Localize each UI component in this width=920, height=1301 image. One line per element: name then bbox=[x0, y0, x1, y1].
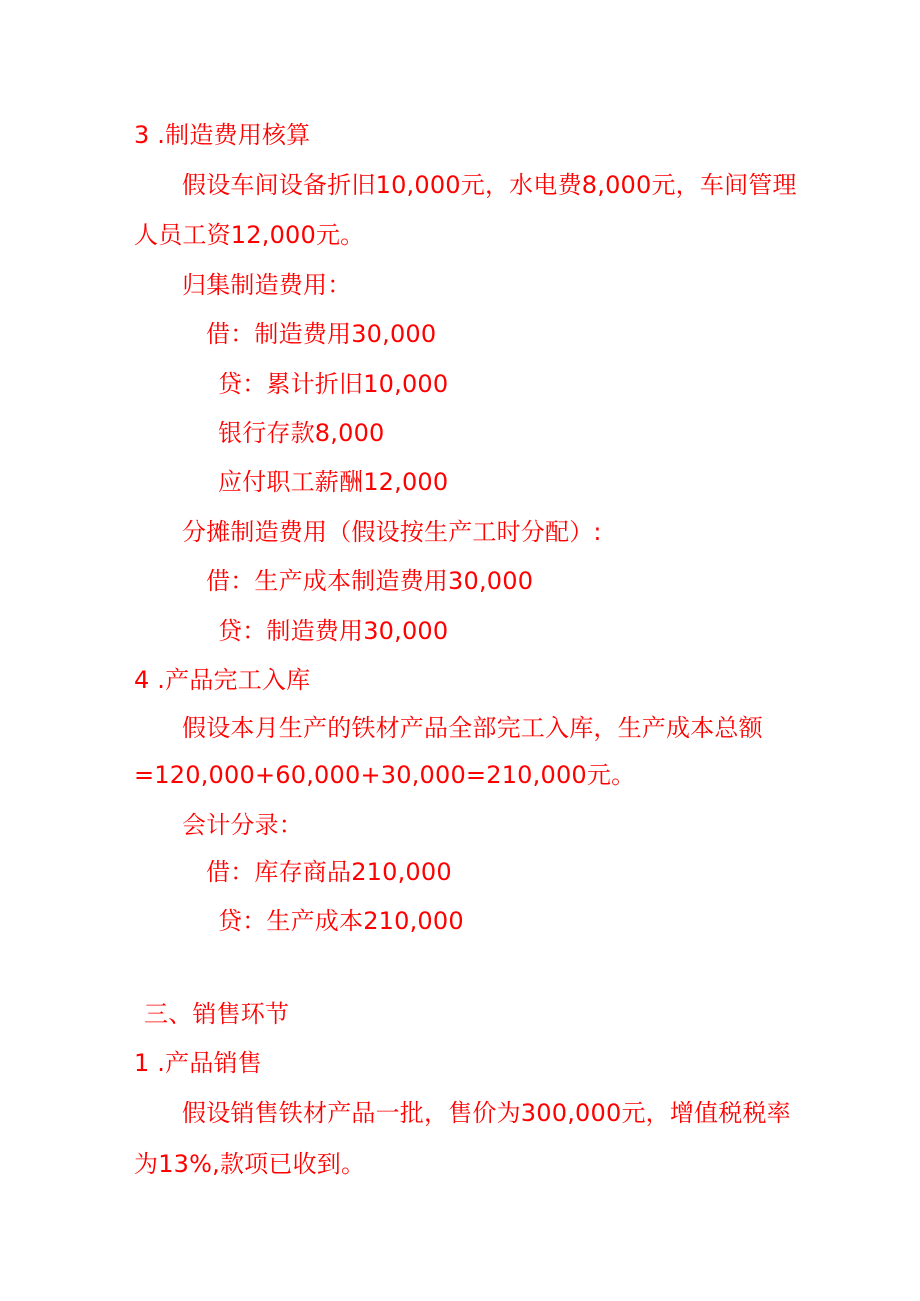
paragraph-line: 人员工资12,000元。 bbox=[134, 221, 365, 249]
paragraph-line: =120,000+60,000+30,000=210,000元。 bbox=[134, 761, 636, 789]
paragraph-line: 假设车间设备折旧10,000元，水电费8,000元，车间管理 bbox=[182, 171, 797, 199]
section-4-title: 4 .产品完工入库 bbox=[134, 666, 311, 694]
allocate-title: 分摊制造费用（假设按生产工时分配）: bbox=[182, 518, 602, 546]
entry-title: 会计分录： bbox=[182, 811, 303, 839]
journal-credit-line: 贷：生产成本210,000 bbox=[218, 907, 464, 935]
paragraph-line: 假设销售铁材产品一批，售价为300,000元，增值税税率 bbox=[182, 1099, 791, 1127]
journal-credit-line: 贷：累计折旧10,000 bbox=[218, 370, 449, 398]
journal-credit-line: 应付职工薪酬12,000 bbox=[218, 468, 449, 496]
journal-debit-line: 借：制造费用30,000 bbox=[206, 320, 437, 348]
journal-debit-line: 借：生产成本制造费用30,000 bbox=[206, 567, 534, 595]
journal-credit-line: 银行存款8,000 bbox=[218, 419, 385, 447]
journal-debit-line: 借：库存商品210,000 bbox=[206, 858, 452, 886]
section-3-title: 3 .制造费用核算 bbox=[134, 121, 311, 149]
paragraph-line: 为13%,款项已收到。 bbox=[134, 1150, 366, 1178]
collect-title: 归集制造费用： bbox=[182, 271, 352, 299]
part-3-title: 三、销售环节 bbox=[144, 1000, 290, 1028]
section-1-title: 1 .产品销售 bbox=[134, 1049, 262, 1077]
paragraph-line: 假设本月生产的铁材产品全部完工入库，生产成本总额 bbox=[182, 714, 763, 742]
journal-credit-line: 贷：制造费用30,000 bbox=[218, 617, 449, 645]
